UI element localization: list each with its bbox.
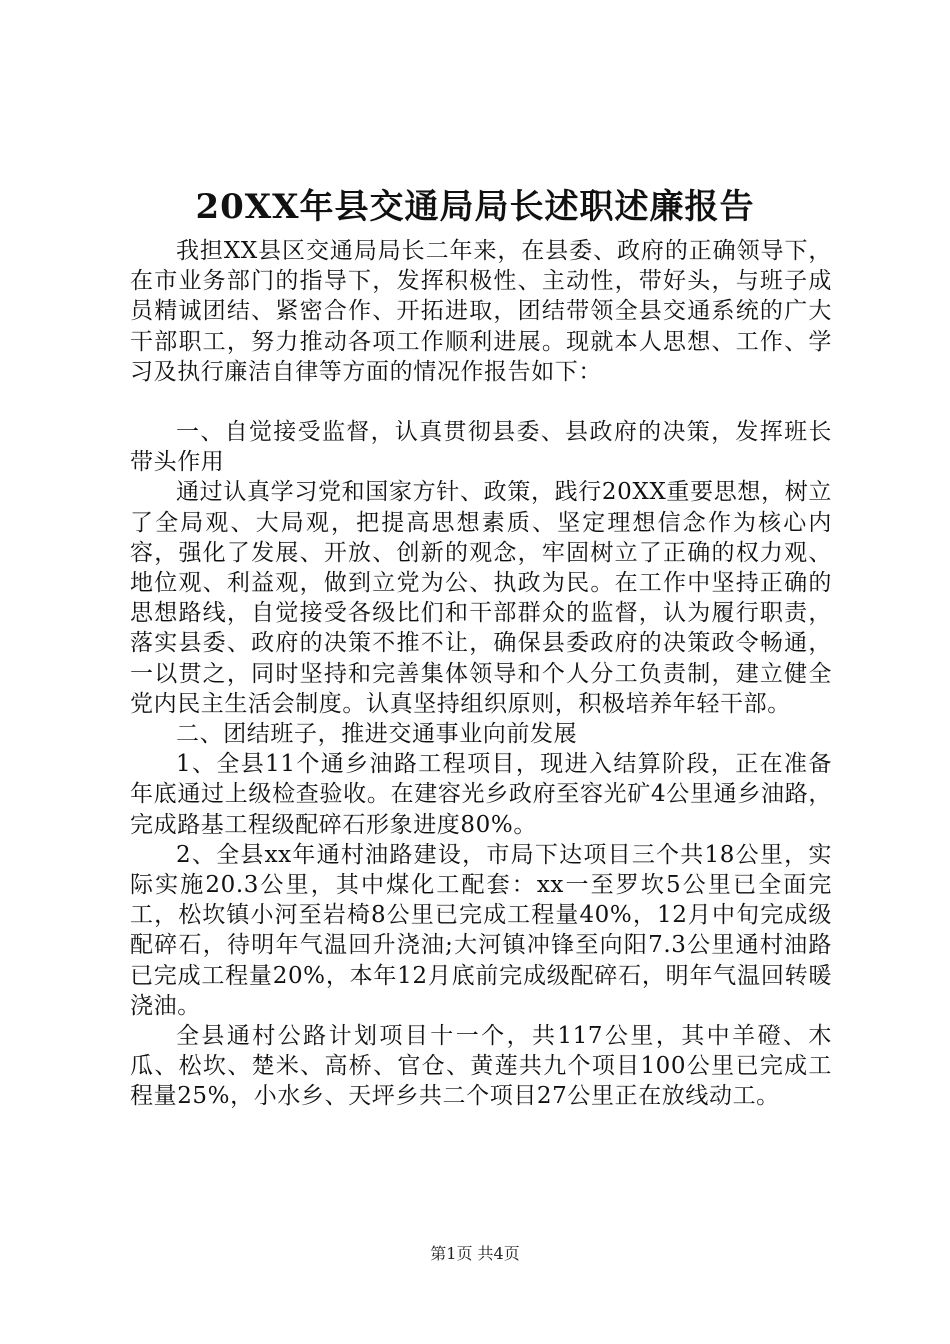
section-heading-1: 一、自觉接受监督，认真贯彻县委、县政府的决策，发挥班长带头作用 bbox=[130, 419, 832, 476]
section-heading-2: 二、团结班子，推进交通事业向前发展 bbox=[176, 721, 578, 748]
paragraph-section-1: 通过认真学习党和国家方针、政策，践行20XX重要思想，树立了全局观、大局观，把提高思想素质、坚定理想信念作为核心内容，强化了发展、开放、创新的观念，牢固树立了正确的权力观、地位观、利益观，做到立党为公、执政为民。在工作中坚持正确的思想路线，自觉接受各级比们和干部群众的监督，认为履行职责，落实县委、政府的决策不推不让，确保县委政府的决策政令畅通，一以贯之，同时坚持和完善集体领导和个人分工负责制，建立健全党内民主生活会制度。认真坚持组织原则，积极培养年轻干部。 bbox=[130, 479, 832, 717]
paragraph-item-2: 2、全县xx年通村油路建设，市局下达项目三个共18公里，实际实施20.3公里，其中煤化工配套：xx一至罗坎5公里已全面完工，松坎镇小河至岩椅8公里已完成工程量40%，12月中旬完成级配碎石，待明年气温回升浇油;大河镇冲锋至向阳7.3公里通村油路已完成工程量20%，本年12月底前完成级配碎石，明年气温回转暖浇油。 bbox=[130, 841, 832, 1019]
paragraph-village-roads: 全县通村公路计划项目十一个，共117公里，其中羊磴、木瓜、松坎、楚米、高桥、官仓、黄莲共九个项目100公里已完成工程量25%，小水乡、天坪乡共二个项目27公里正在放线动工。 bbox=[130, 1023, 832, 1110]
page-number-footer: 第1页 共4页 bbox=[430, 1244, 520, 1263]
paragraph-item-1: 1、全县11个通乡油路工程项目，现进入结算阶段，正在准备年底通过上级检查验收。在建容光乡政府至容光矿4公里通乡油路，完成路基工程级配碎石形象进度80%。 bbox=[130, 751, 832, 838]
document-title: 20XX年县交通局局长述职述廉报告 bbox=[195, 187, 755, 227]
paragraph-intro: 我担XX县区交通局局长二年来，在县委、政府的正确领导下，在市业务部门的指导下，发挥积极性、主动性，带好头，与班子成员精诚团结、紧密合作、开拓进取，团结带领全县交通系统的广大干部职工，努力推动各项工作顺利进展。现就本人思想、工作、学习及执行廉洁自律等方面的情况作报告如下： bbox=[130, 238, 832, 385]
document-body bbox=[130, 236, 832, 1112]
